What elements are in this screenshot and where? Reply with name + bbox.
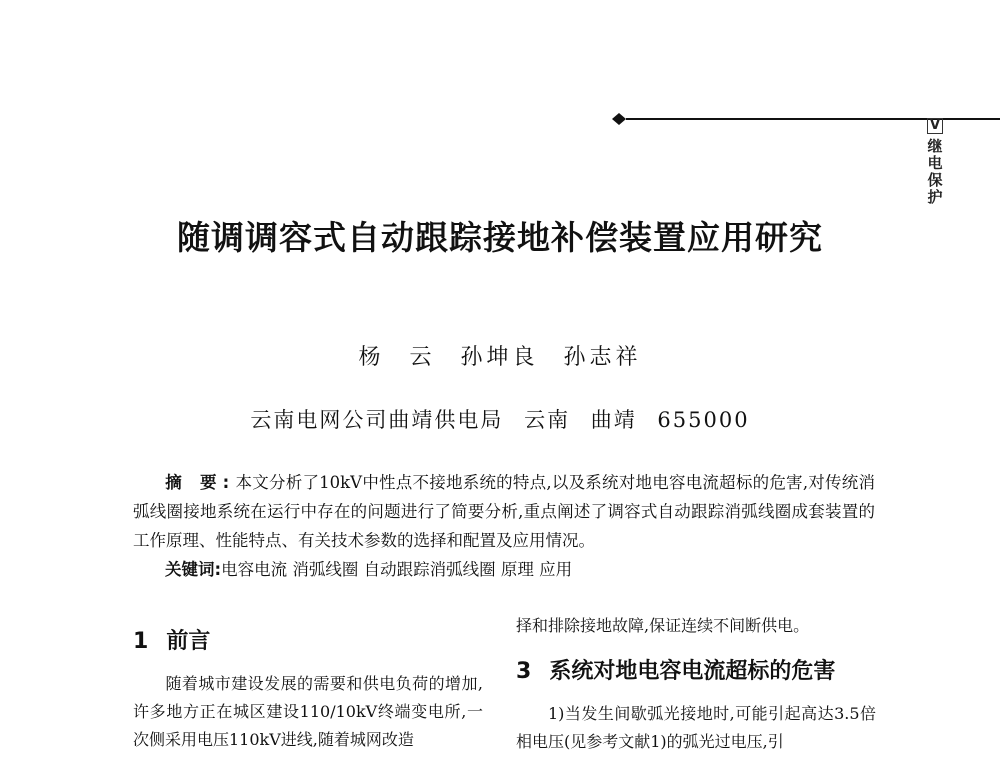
section-3-body [516, 700, 876, 756]
journal-section-label [918, 118, 952, 206]
authors: 杨 云 孙坤良 孙志祥 [358, 345, 642, 370]
column-2-continuation: 择和排除接地故障,保证连续不间断供电。 [516, 616, 810, 635]
section-1-title: 前言 [166, 629, 211, 654]
abstract-text: 本文分析了10kV中性点不接地系统的特点,以及系统对地电容电流超标的危害,对传统消弧线圈接地系统在运行中存在的问题进行了简要分析,重点阐述了调容式自动跟踪消弧线圈成套装置的工作原理、性能特点、有关技术参数的选择和配置及应用情况。 [133, 473, 876, 550]
section-3-text: 1)当发生间歇弧光接地时,可能引起高达3.5倍相电压(见参考文献1)的弧光过电压,引 [516, 704, 876, 751]
section-char: 电 [927, 154, 943, 172]
section-3-heading [516, 654, 835, 685]
section-char: 保 [927, 171, 943, 189]
keywords [165, 555, 885, 584]
section-3-title: 系统对地电容电流超标的危害 [549, 659, 836, 684]
affiliation: 云南电网公司曲靖供电局 云南 曲靖 655000 [250, 408, 750, 432]
section-1-body [133, 670, 483, 754]
keywords-text: 电容电流 消弧线圈 自动跟踪消弧线圈 原理 应用 [221, 560, 573, 579]
section-1-text: 随着城市建设发展的需要和供电负荷的增加,许多地方正在城区建设110/10kV终端变电所,一次侧采用电压110kV进线,随着城网改造 [133, 674, 483, 749]
section-mark: V [927, 118, 943, 134]
section-1-number: 1 [133, 629, 149, 654]
section-1-heading [133, 624, 210, 655]
abstract-label: 摘 要: [165, 473, 236, 492]
abstract [133, 468, 875, 555]
section-3-number: 3 [516, 659, 532, 684]
diamond-icon [612, 113, 626, 125]
keywords-label: 关键词: [165, 560, 222, 579]
section-char: 继 [927, 137, 943, 155]
section-char: 护 [927, 188, 943, 206]
paper-title: 随调调容式自动跟踪接地补偿装置应用研究 [177, 218, 823, 257]
